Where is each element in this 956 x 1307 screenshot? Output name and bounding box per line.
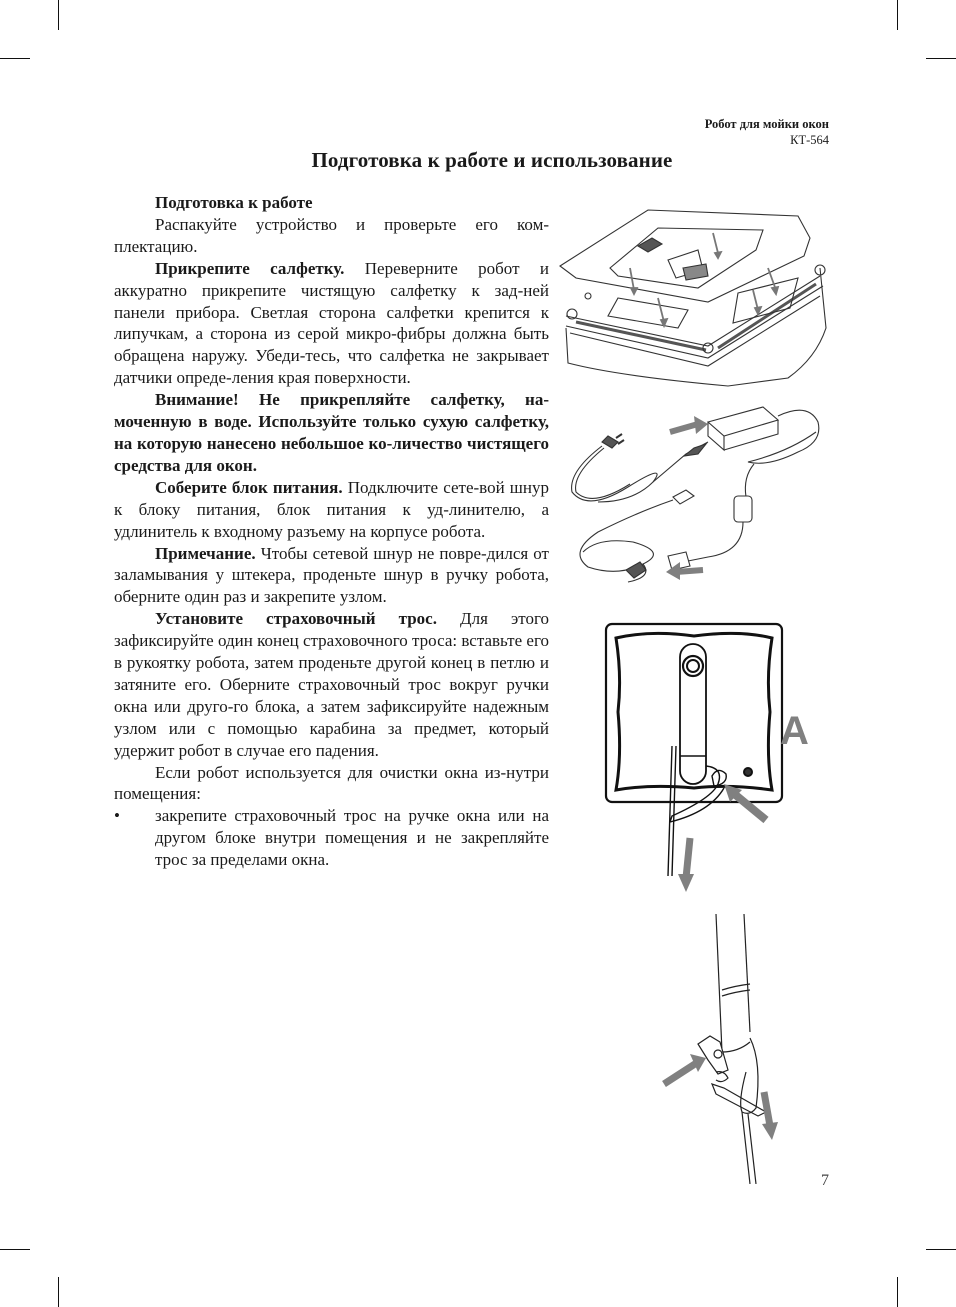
paragraph-note: Примечание. Чтобы сетевой шнур не повре-дился от заламывания у штекера, проденьте шнур в ручку робота, оберните один раз и закрепите узлом. xyxy=(114,543,549,607)
crop-mark xyxy=(926,58,956,59)
crop-mark xyxy=(0,58,30,59)
running-head-model: КТ-564 xyxy=(790,133,829,147)
crop-mark xyxy=(58,1277,59,1307)
figure-power-supply-assembly xyxy=(558,392,834,588)
figure-cleaning-pad-attachment xyxy=(558,198,834,388)
figure-label-a: A xyxy=(780,709,809,753)
body-text xyxy=(114,192,549,871)
page-number: 7 xyxy=(821,1172,829,1189)
paragraph-safety-rope: Установите страховочный трос. Для этого зафиксируйте один конец страховочного троса: вставьте его в рукоятку робота, затем проденьте другой конец в петлю и затяните его. Оберните страховочный трос вокруг ручки окна или друго-го блока, а затем зафиксируйте надежным узлом или с помощью карабина за предмет, который удержит робот в случае его падения. xyxy=(114,609,549,760)
paragraph-warning: Внимание! Не прикрепляйте салфетку, на-моченную в воде. Используйте только сухую салфетку, на которую нанесено небольшое ко-личество чистящего средства для окон. xyxy=(114,390,549,475)
paragraph-attach-pad: Прикрепите салфетку. Переверните робот и аккуратно прикрепите чистящую салфетку к зад-ней панели прибора. Светлая сторона салфетки крепится к липучкам, а сторона из серой микро-фибры должна быть обращена наружу. Убеди-тесь, что салфетка не закрывает датчики опреде-ления края поверхности. xyxy=(114,258,549,388)
page-title: Подготовка к работе и использование xyxy=(311,148,673,172)
section-heading: Подготовка к работе xyxy=(155,193,313,212)
figure-safety-rope-carabiner xyxy=(658,912,788,1184)
paragraph-power-supply: Соберите блок питания. Подключите сете-вой шнур к блоку питания, блок питания к уд-линителю, а удлинитель к входному разъему на корпусе робота. xyxy=(114,477,549,541)
bullet-icon: • xyxy=(114,806,120,826)
crop-mark xyxy=(0,1249,30,1250)
crop-mark xyxy=(897,1277,898,1307)
paragraph-indoor: Если робот используется для очистки окна из-нутри помещения: xyxy=(114,762,549,804)
bullet-item: • закрепите страховочный трос на ручке окна или на другом блоке внутри помещения и не закрепляйте трос за пределами окна. xyxy=(114,806,549,870)
crop-mark xyxy=(926,1249,956,1250)
crop-mark xyxy=(897,0,898,30)
paragraph-unpack: Распакуйте устройство и проверьте его ком-плектацию. xyxy=(114,214,549,256)
figure-safety-rope-robot xyxy=(600,616,840,916)
running-head-title: Робот для мойки окон xyxy=(704,117,829,131)
running-head xyxy=(705,116,829,148)
crop-mark xyxy=(58,0,59,30)
